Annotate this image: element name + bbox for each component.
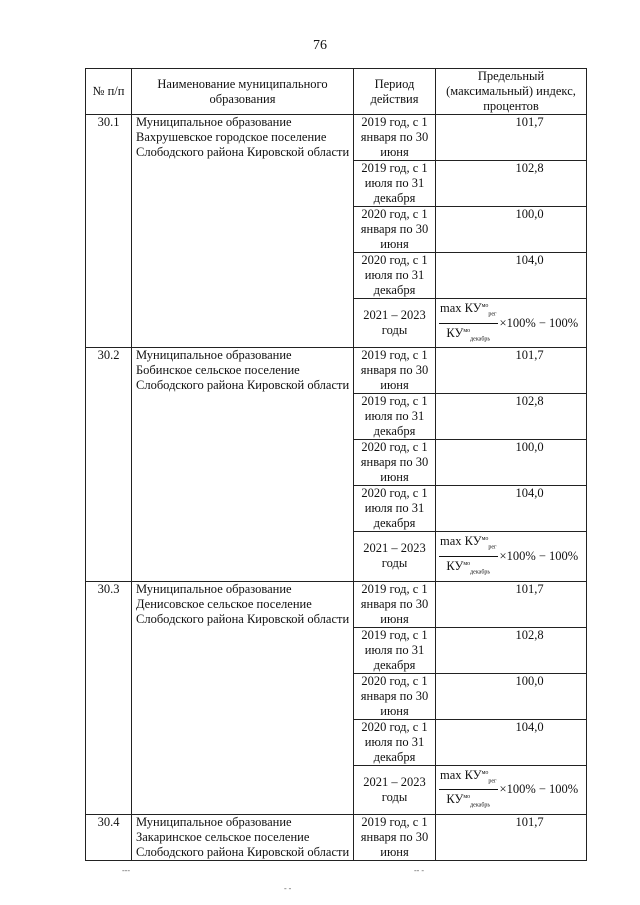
index-value: 101,7 (436, 814, 587, 860)
table-row (86, 115, 587, 161)
numerator-text: max КУ (440, 301, 482, 316)
denominator-text: КУ (446, 792, 464, 807)
header-name: Наименование муниципального образования (132, 69, 354, 115)
index-value: 100,0 (436, 673, 587, 719)
formula-expression (439, 532, 586, 580)
period-cell: 2019 год, с 1 июля по 31 декабря (354, 627, 436, 673)
row-number: 30.2 (86, 348, 132, 581)
numerator-superscript: мо (481, 303, 489, 309)
formula-expression (439, 299, 586, 347)
period-cell: 2019 год, с 1 июля по 31 декабря (354, 161, 436, 207)
period-cell: 2019 год, с 1 января по 30 июня (354, 814, 436, 860)
numerator-superscript: мо (481, 769, 489, 776)
index-value: 104,0 (436, 719, 587, 765)
index-value: 102,8 (436, 627, 587, 673)
index-formula (436, 765, 587, 814)
table-header-row (86, 69, 587, 115)
period-cell: 2021 – 2023 годы (354, 765, 436, 814)
formula-expression (439, 766, 586, 814)
formula-numerator (439, 299, 498, 324)
formula-denominator (446, 324, 490, 348)
table-row (86, 581, 587, 627)
formula-numerator (439, 766, 498, 791)
page-number: 76 (313, 38, 327, 53)
scan-artifact-mark: ‑ ‑ (284, 884, 292, 893)
formula-denominator (446, 790, 490, 814)
formula-tail: ×100% − 100% (499, 315, 579, 330)
period-cell: 2020 год, с 1 июля по 31 декабря (354, 486, 436, 532)
period-cell: 2019 год, с 1 января по 30 июня (354, 348, 436, 394)
period-cell: 2019 год, с 1 июля по 31 декабря (354, 394, 436, 440)
denominator-subscript: декабрь (470, 802, 491, 809)
period-cell: 2019 год, с 1 января по 30 июня (354, 115, 436, 161)
numerator-subscript: рег (488, 778, 497, 785)
index-value: 100,0 (436, 440, 587, 486)
period-cell: 2020 год, с 1 июля по 31 декабря (354, 719, 436, 765)
period-cell: 2021 – 2023 годы (354, 299, 436, 348)
tariff-index-table (85, 68, 587, 861)
header-number: № п/п (86, 69, 132, 115)
table-row (86, 348, 587, 394)
index-value: 104,0 (436, 486, 587, 532)
formula-numerator (439, 532, 498, 557)
formula-tail: ×100% − 100% (499, 782, 579, 797)
denominator-superscript: мо (463, 560, 471, 567)
table-row (86, 814, 587, 860)
index-value: 101,7 (436, 581, 587, 627)
municipality-name: Муниципальное образование Вахрушевское городское поселение Слободского района Кировской области (132, 115, 354, 348)
denominator-text: КУ (446, 559, 464, 574)
header-period: Период действия (354, 69, 436, 115)
formula-denominator (446, 557, 490, 581)
index-formula (436, 532, 587, 581)
period-cell: 2020 год, с 1 января по 30 июня (354, 207, 436, 253)
index-formula (436, 299, 587, 348)
row-number: 30.3 (86, 581, 132, 814)
period-cell: 2020 год, с 1 января по 30 июня (354, 673, 436, 719)
numerator-subscript: рег (488, 544, 497, 551)
row-number: 30.1 (86, 115, 132, 348)
period-cell: 2020 год, с 1 января по 30 июня (354, 440, 436, 486)
municipality-name: Муниципальное образование Бобинское сельское поселение Слободского района Кировской области (132, 348, 354, 581)
numerator-text: max КУ (440, 534, 482, 549)
numerator-superscript: мо (481, 536, 489, 543)
municipality-name: Муниципальное образование Закаринское сельское поселение Слободского района Кировской области (132, 814, 354, 860)
index-value: 101,7 (436, 115, 587, 161)
index-value: 104,0 (436, 253, 587, 299)
period-cell: 2020 год, с 1 июля по 31 декабря (354, 253, 436, 299)
index-value: 101,7 (436, 348, 587, 394)
formula-tail: ×100% − 100% (499, 548, 579, 563)
formula-fraction (439, 766, 498, 814)
index-value: 102,8 (436, 161, 587, 207)
denominator-superscript: мо (463, 327, 471, 334)
index-value: 102,8 (436, 394, 587, 440)
denominator-text: КУ (446, 325, 464, 340)
scan-artifact-mark: ‑‑ ‑ (414, 866, 424, 875)
index-value: 100,0 (436, 207, 587, 253)
denominator-subscript: декабрь (470, 336, 491, 343)
formula-fraction (439, 532, 498, 580)
numerator-text: max КУ (440, 767, 482, 782)
period-cell: 2021 – 2023 годы (354, 532, 436, 581)
row-number: 30.4 (86, 814, 132, 860)
scan-artifact-mark: ‑‑‑ (122, 866, 130, 875)
header-index: Предельный (максимальный) индекс, процентов (436, 69, 587, 115)
table-body (86, 115, 587, 861)
denominator-subscript: декабрь (470, 569, 491, 576)
numerator-subscript: рег (488, 311, 497, 318)
municipality-name: Муниципальное образование Денисовское сельское поселение Слободского района Кировской области (132, 581, 354, 814)
formula-fraction (439, 299, 498, 347)
period-cell: 2019 год, с 1 января по 30 июня (354, 581, 436, 627)
denominator-superscript: мо (463, 794, 471, 801)
